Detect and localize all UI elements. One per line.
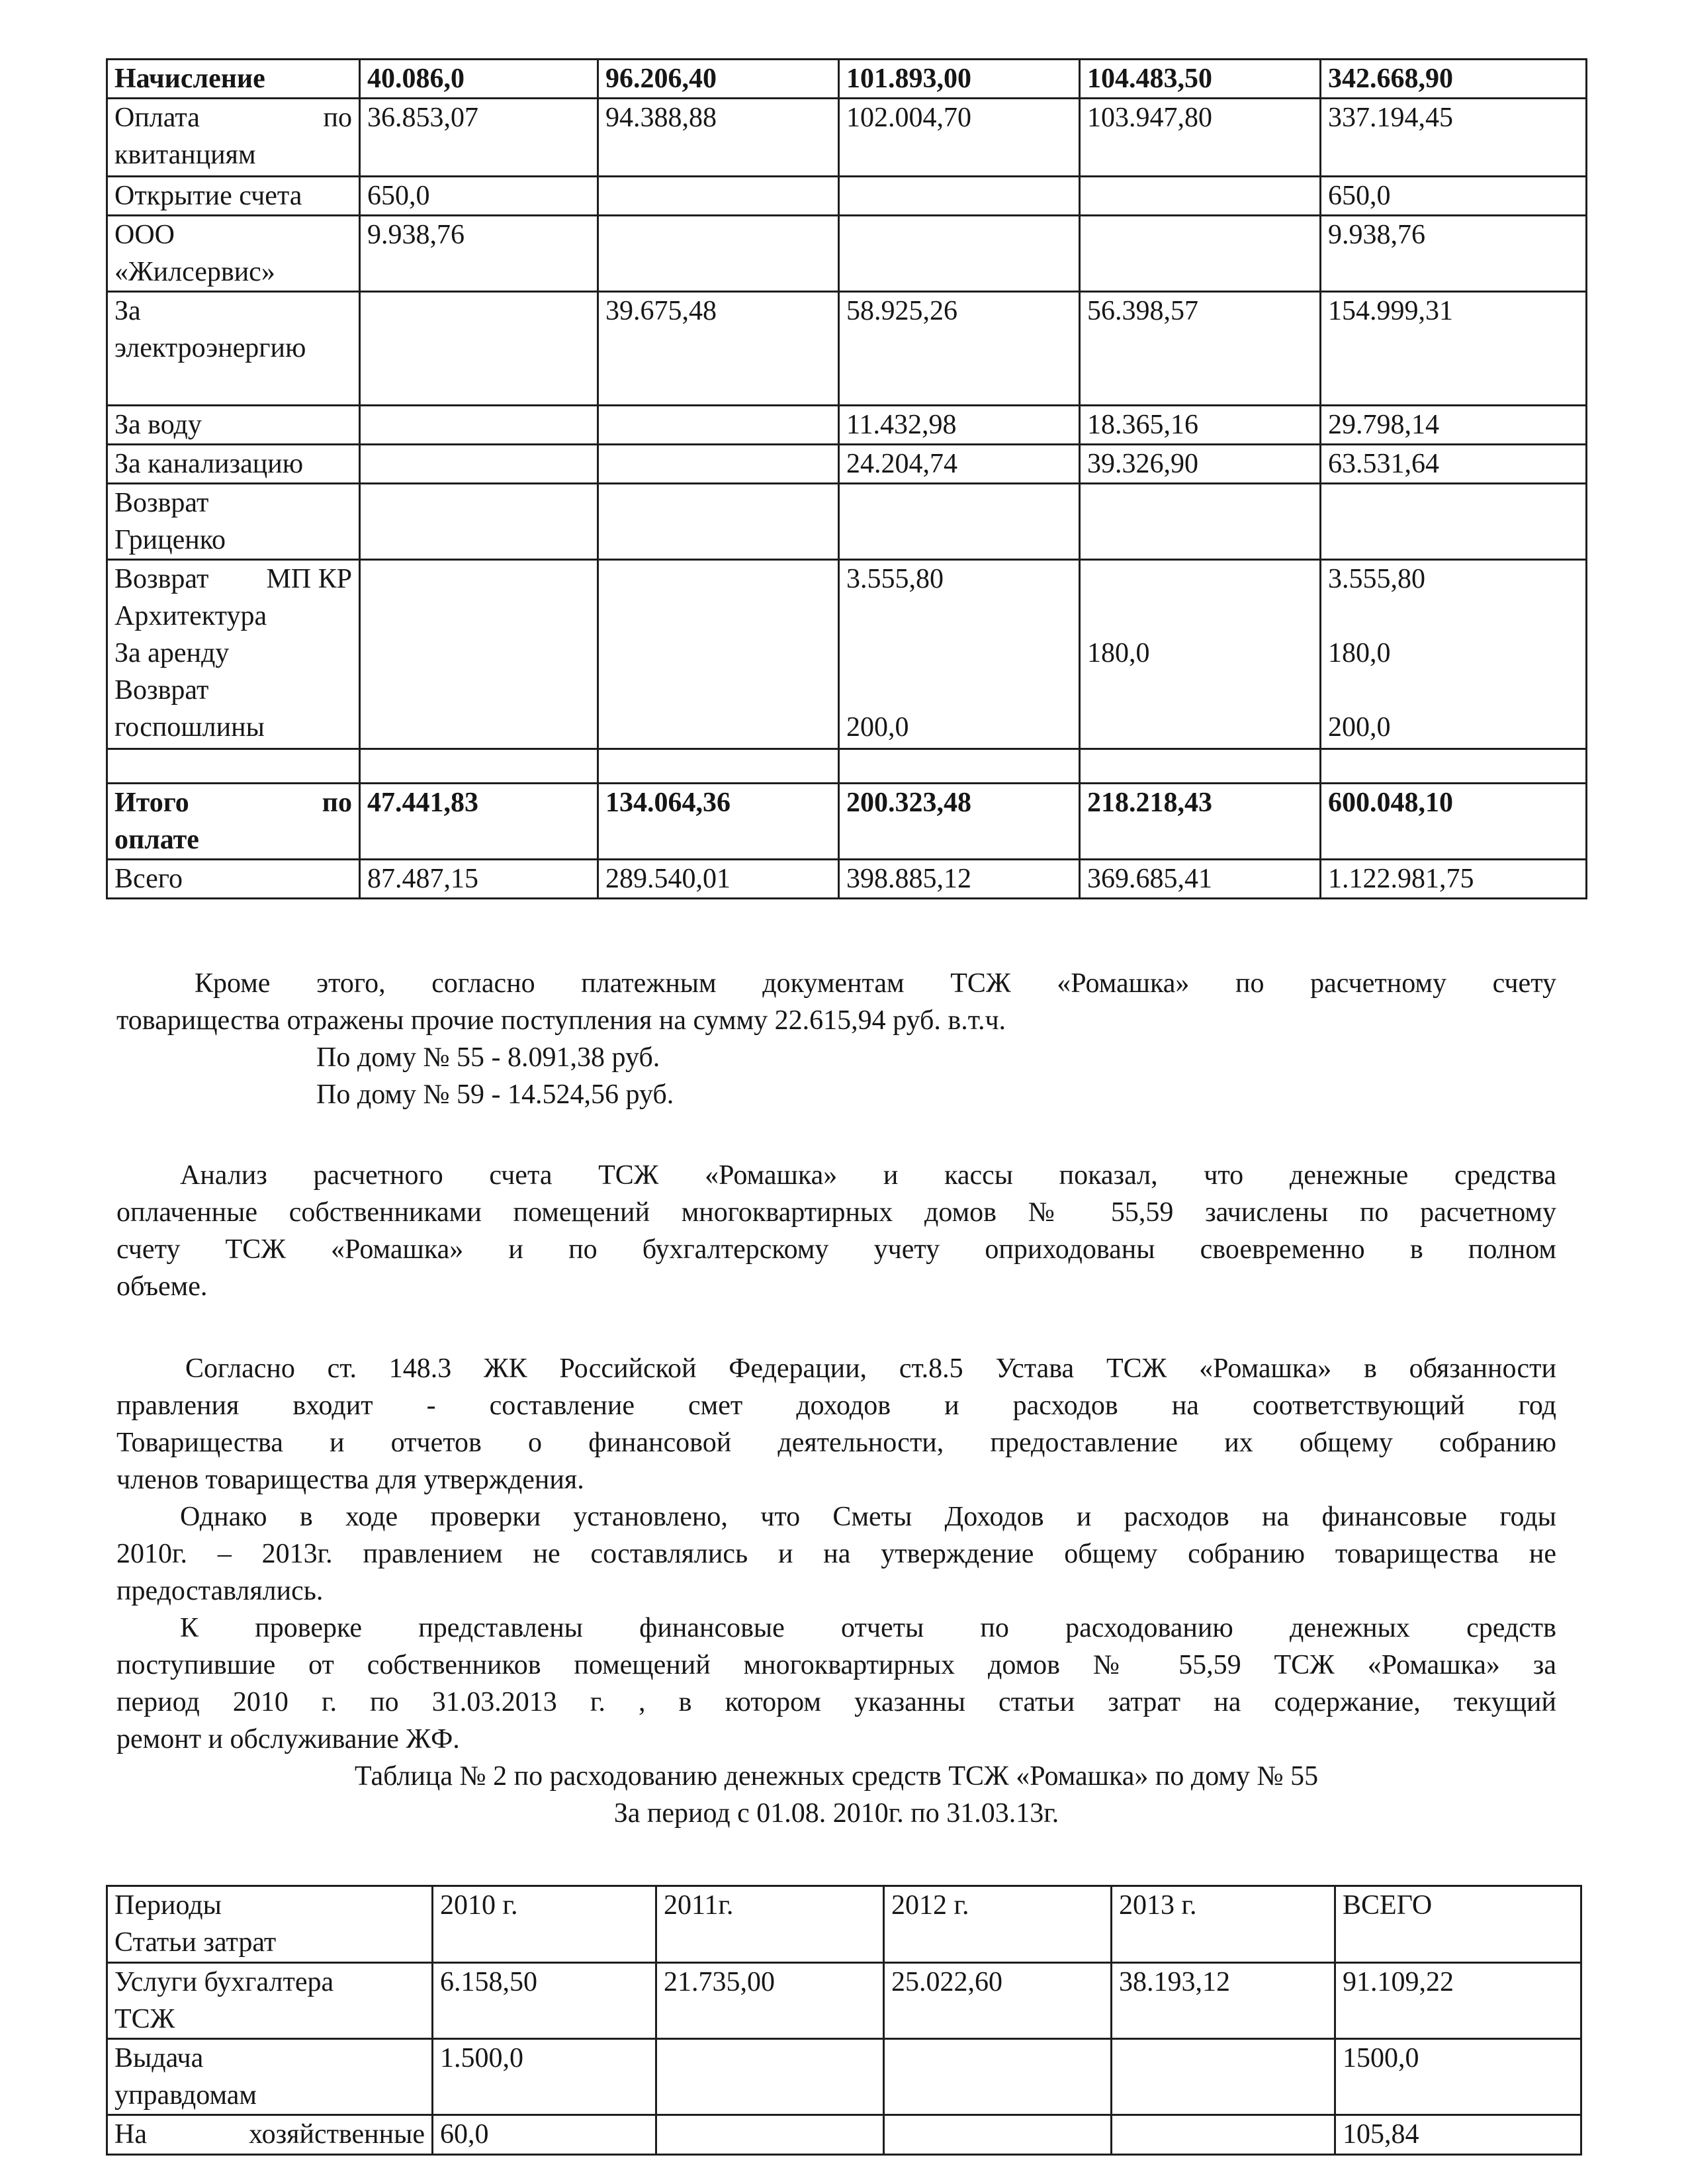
- cell-col3: 11.432,98: [839, 406, 1080, 445]
- header-2013: 2013 г.: [1112, 1886, 1335, 1963]
- row-label: За канализацию: [107, 445, 360, 484]
- cell-col1: 650,0: [360, 177, 598, 216]
- table-row-refunds-rent: [107, 560, 1587, 749]
- paragraph-board-duties: Согласно ст. 148.3 ЖК Российской Федерации, ст.8.5 Устава ТСЖ «Ромашка» в обязанности правления входит - составление смет доходов и расходов на соответствующий год Товарищества и отчетов о финансовой деятельности, предоставление их общему собранию членов товарищества для утверждения.: [116, 1353, 1556, 1495]
- cell-col1: 87.487,15: [360, 860, 598, 899]
- cell-total: 1.122.981,75: [1321, 860, 1587, 899]
- cell-col2: 289.540,01: [598, 860, 839, 899]
- cell-2012: [884, 2039, 1112, 2115]
- cell-2010: 60,0: [433, 2115, 656, 2155]
- header-2011: 2011г.: [656, 1886, 884, 1963]
- header-label: Периоды Статьи затрат: [107, 1886, 433, 1963]
- cell-col2: 134.064,36: [598, 784, 839, 860]
- row-label: На хозяйственные: [107, 2115, 433, 2155]
- cell-2013: [1112, 2115, 1335, 2155]
- cell-col3: 102.004,70: [839, 99, 1080, 177]
- cell-total: [1321, 484, 1587, 560]
- cell-col1: [360, 484, 598, 560]
- cell-col1: [360, 292, 598, 406]
- row-label: Открытие счета: [107, 177, 360, 216]
- cell-col1: 9.938,76: [360, 216, 598, 292]
- cell-col1: 47.441,83: [360, 784, 598, 860]
- table-row-grand-total: [107, 860, 1587, 899]
- paragraph-financial-reports: К проверке представлены финансовые отчеты по расходованию денежных средств поступившие от собственников помещений многоквартирных домов № 55,59 ТСЖ «Ромашка» за период 2010 г. по 31.03.2013 г. , в котором указанны статьи затрат на содержание, текущий ремонт и обслуживание ЖФ.: [116, 1613, 1556, 1754]
- cell-col3: 58.925,26: [839, 292, 1080, 406]
- table-row-managers: [107, 2039, 1581, 2115]
- cell-col4: [1080, 484, 1321, 560]
- cell-col1: [360, 560, 598, 749]
- row-label: ООО «Жилсервис»: [107, 216, 360, 292]
- cell-2011: [656, 2039, 884, 2115]
- cell-col2: 39.675,48: [598, 292, 839, 406]
- row-label: Возврат МП КР Архитектура За аренду Возврат госпошлины: [107, 560, 360, 749]
- row-label: За электроэнергию: [107, 292, 360, 406]
- cell-col1: 40.086,0: [360, 60, 598, 99]
- header-total: ВСЕГО: [1335, 1886, 1581, 1963]
- table-row-sewerage: [107, 445, 1587, 484]
- cell-col1: [360, 445, 598, 484]
- cell-col4: 104.483,50: [1080, 60, 1321, 99]
- table-row-household: [107, 2115, 1581, 2155]
- cell-col4: 180,0: [1080, 560, 1321, 749]
- row-label: Оплата по квитанциям: [107, 99, 360, 177]
- cell-total: 600.048,10: [1321, 784, 1587, 860]
- cell-2011: 21.735,00: [656, 1963, 884, 2039]
- cell-col4: 218.218,43: [1080, 784, 1321, 860]
- cell-col3: [839, 177, 1080, 216]
- table-row-accrual: [107, 60, 1587, 99]
- expenses-table: [106, 1885, 1582, 2156]
- cell-col2: [598, 406, 839, 445]
- cell-col4: [1080, 216, 1321, 292]
- cell-col1: [360, 406, 598, 445]
- cell-total: 154.999,31: [1321, 292, 1587, 406]
- row-label: Выдача управдомам: [107, 2039, 433, 2115]
- cell-col3: 3.555,80 200,0: [839, 560, 1080, 749]
- paragraph-inspection-findings: Однако в ходе проверки установлено, что Сметы Доходов и расходов на финансовые годы 2010г. – 2013г. правлением не составлялись и на утверждение общему собранию товарищества не предоставлялись.: [116, 1502, 1556, 1606]
- table-row-refund-gritsenko: [107, 484, 1587, 560]
- table-header-row: [107, 1886, 1581, 1963]
- cell-total: 650,0: [1321, 177, 1587, 216]
- cell-total: 1500,0: [1335, 2039, 1581, 2115]
- table-row-spacer: [107, 749, 1587, 784]
- table-row-accountant: [107, 1963, 1581, 2039]
- cell-col1: 36.853,07: [360, 99, 598, 177]
- cell-col3: 200.323,48: [839, 784, 1080, 860]
- table-row-water: [107, 406, 1587, 445]
- row-label: Итого по оплате: [107, 784, 360, 860]
- cell-2012: [884, 2115, 1112, 2155]
- table-row-receipts: [107, 99, 1587, 177]
- cell-col2: 96.206,40: [598, 60, 839, 99]
- cell-col3: [839, 216, 1080, 292]
- paragraph-account-analysis: Анализ расчетного счета ТСЖ «Ромашка» и кассы показал, что денежные средства оплаченные собственниками помещений многоквартирных домов № 55,59 зачислены по расчетному счету ТСЖ «Ромашка» и по бухгалтерскому учету оприходованы своевременно в полном объеме.: [116, 1160, 1556, 1302]
- table2-caption: Таблица № 2 по расходованию денежных средств ТСЖ «Ромашка» по дому № 55 За период с 01.08. 2010г. по 31.03.13г.: [354, 1761, 1319, 1829]
- cell-total: 9.938,76: [1321, 216, 1587, 292]
- paragraph-other-receipts: Кроме этого, согласно платежным документам ТСЖ «Ромашка» по расчетному счету товарищества отражены прочие поступления на сумму 22.615,94 руб. в.т.ч. По дому № 55 - 8.091,38 руб. По дому № 59 - 14.524,56 руб.: [116, 968, 1556, 1110]
- cell-2011: [656, 2115, 884, 2155]
- cell-total: 63.531,64: [1321, 445, 1587, 484]
- cell-col4: 18.365,16: [1080, 406, 1321, 445]
- cell-total: 29.798,14: [1321, 406, 1587, 445]
- cell-total: 3.555,80 180,0 200,0: [1321, 560, 1587, 749]
- row-label: Начисление: [107, 60, 360, 99]
- table-row-account-opening: [107, 177, 1587, 216]
- income-table: [106, 58, 1587, 899]
- row-label: Услуги бухгалтера ТСЖ: [107, 1963, 433, 2039]
- cell-col2: [598, 445, 839, 484]
- cell-col4: 56.398,57: [1080, 292, 1321, 406]
- cell-col3: 101.893,00: [839, 60, 1080, 99]
- cell-total: 91.109,22: [1335, 1963, 1581, 2039]
- cell-col4: 39.326,90: [1080, 445, 1321, 484]
- cell-col3: 398.885,12: [839, 860, 1080, 899]
- header-2012: 2012 г.: [884, 1886, 1112, 1963]
- cell-col2: [598, 216, 839, 292]
- cell-col3: 24.204,74: [839, 445, 1080, 484]
- table-row-zhilservis: [107, 216, 1587, 292]
- cell-total: 342.668,90: [1321, 60, 1587, 99]
- cell-col2: [598, 177, 839, 216]
- row-label: Возврат Гриценко: [107, 484, 360, 560]
- cell-2012: 25.022,60: [884, 1963, 1112, 2039]
- cell-2013: 38.193,12: [1112, 1963, 1335, 2039]
- row-label: За воду: [107, 406, 360, 445]
- cell-col2: [598, 484, 839, 560]
- table-row-electricity: [107, 292, 1587, 406]
- cell-total: 337.194,45: [1321, 99, 1587, 177]
- cell-col4: 369.685,41: [1080, 860, 1321, 899]
- cell-2013: [1112, 2039, 1335, 2115]
- cell-col2: [598, 560, 839, 749]
- header-2010: 2010 г.: [433, 1886, 656, 1963]
- cell-col2: 94.388,88: [598, 99, 839, 177]
- cell-2010: 6.158,50: [433, 1963, 656, 2039]
- cell-total: 105,84: [1335, 2115, 1581, 2155]
- cell-col3: [839, 484, 1080, 560]
- table-row-payment-total: [107, 784, 1587, 860]
- cell-2010: 1.500,0: [433, 2039, 656, 2115]
- cell-col4: [1080, 177, 1321, 216]
- row-label: Всего: [107, 860, 360, 899]
- cell-col4: 103.947,80: [1080, 99, 1321, 177]
